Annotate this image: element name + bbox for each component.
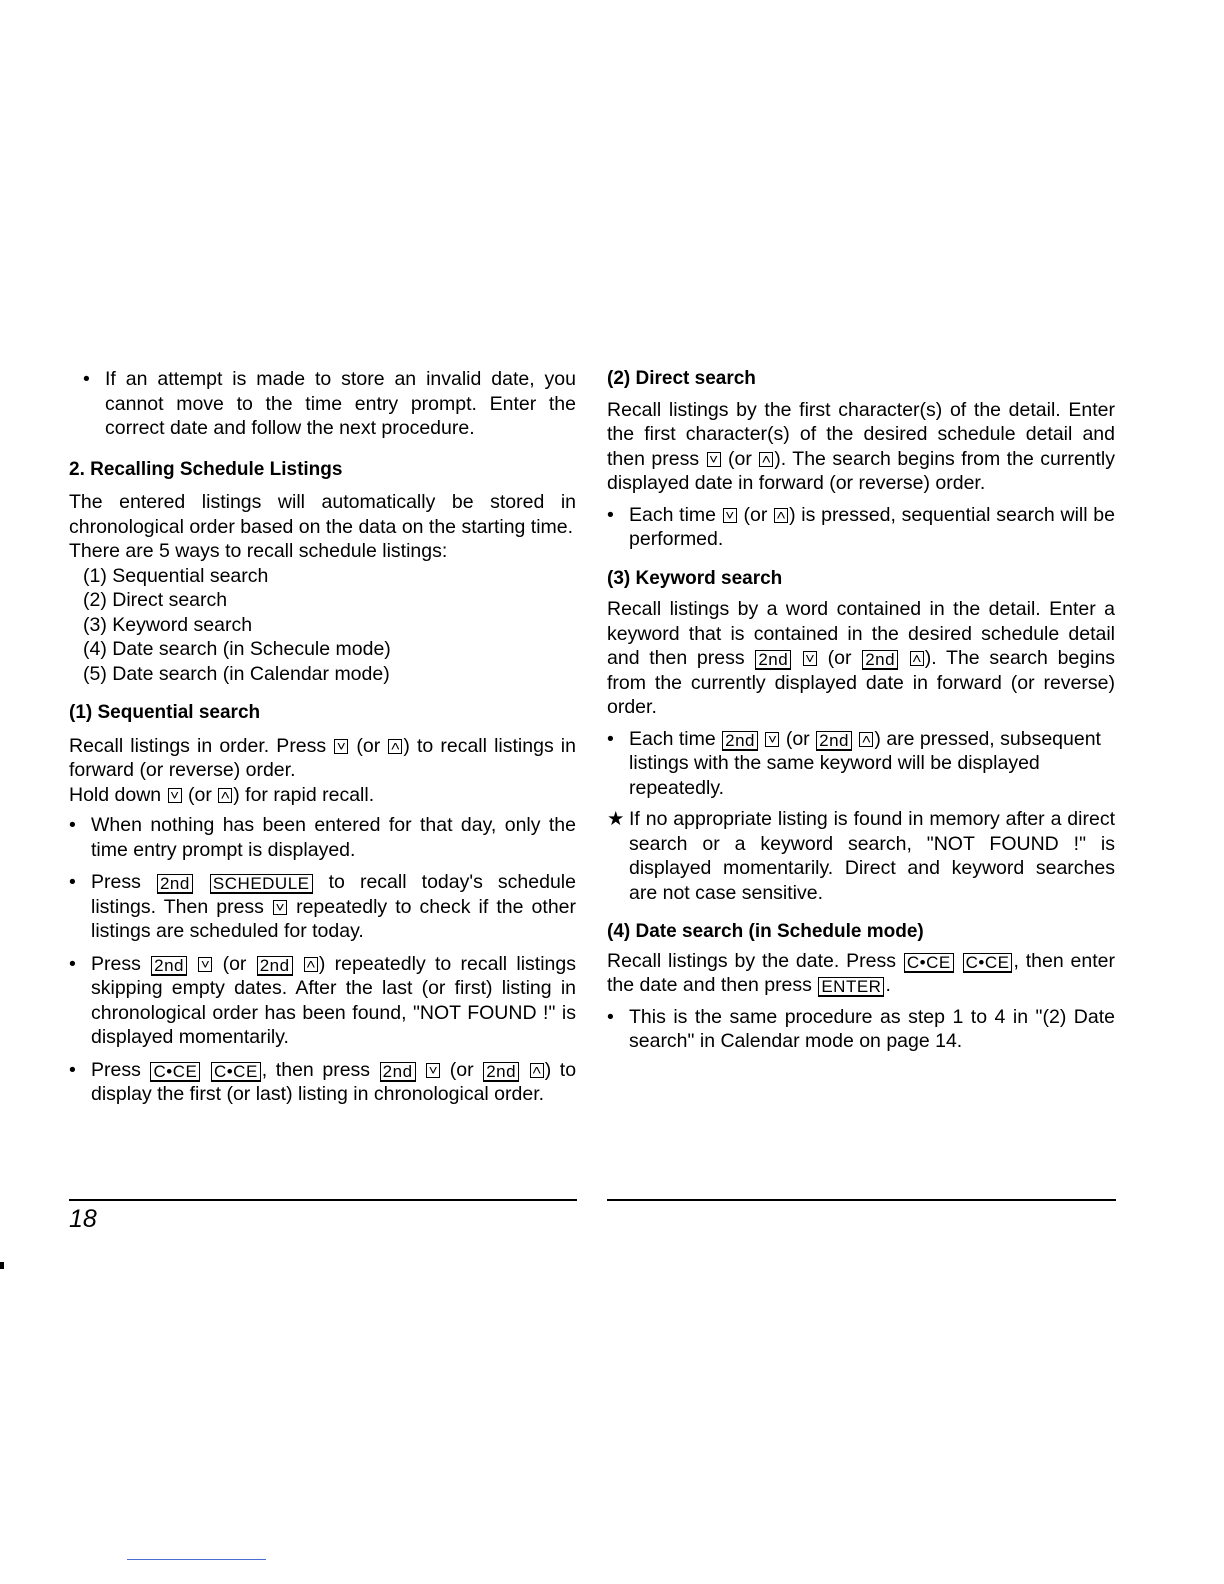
up-arrow-key-icon [910, 651, 924, 666]
down-arrow-key-icon [765, 732, 779, 747]
date-search-paragraph: Recall listings by the date. Press C•CE C•CE , then enter the date and then press ENTER . [607, 949, 1115, 996]
up-arrow-key-icon [774, 508, 788, 523]
bullet-dot: • [607, 503, 614, 526]
sequential-bullet-2: • Press 2nd SCHEDULE to recall today's schedule listings. Then press repeatedly to check if the other listings are scheduled for today. [69, 871, 576, 942]
down-arrow-key-icon [723, 508, 737, 523]
down-arrow-key-icon [168, 788, 182, 803]
up-arrow-key-icon [759, 452, 773, 467]
sequential-bullet-3: • Press 2nd (or 2nd ) repeatedly to recall listings skipping empty dates. After the last (or first) listing in chronological order has been found, "NOT FOUND !" is displayed momentarily. [69, 952, 576, 1048]
sequential-paragraph-2: Hold down (or ) for rapid recall. [69, 783, 375, 806]
way-item: (1) Sequential search [83, 564, 269, 587]
key-2nd: 2nd [755, 650, 791, 670]
down-arrow-key-icon [426, 1063, 440, 1078]
date-search-bullet: • This is the same procedure as step 1 to 4 in "(2) Date search" in Calendar mode on page 14. [607, 1005, 1115, 1052]
key-cce: C•CE [211, 1062, 261, 1082]
key-2nd: 2nd [816, 731, 852, 751]
key-2nd: 2nd [257, 956, 293, 976]
sequential-bullet-1: • When nothing has been entered for that day, only the time entry prompt is displayed. [69, 814, 576, 861]
bullet-dot: • [69, 952, 76, 975]
down-arrow-key-icon [198, 957, 212, 972]
key-2nd: 2nd [862, 650, 898, 670]
up-arrow-key-icon [388, 739, 402, 754]
down-arrow-key-icon [707, 452, 721, 467]
bullet-dot: • [69, 871, 76, 893]
edge-scan-mark [0, 1262, 4, 1269]
sequential-bullet-4: • Press C•CE C•CE , then press 2nd (or 2nd ) to display the first (or last) listing in chronological order. [69, 1058, 577, 1105]
key-cce: C•CE [904, 953, 954, 973]
way-item: (3) Keyword search [83, 613, 253, 636]
bullet-dot: • [69, 1058, 76, 1081]
left-column [69, 367, 576, 1107]
direct-bullet: • Each time (or ) is pressed, sequential search will be performed. [607, 503, 1116, 550]
down-arrow-key-icon [273, 900, 287, 915]
bullet-dot: • [607, 1005, 614, 1028]
up-arrow-key-icon [304, 957, 318, 972]
invalid-date-text: If an attempt is made to store an invalid date, you cannot move to the time entry prompt. Enter the correct date and follow the next procedure. [105, 368, 576, 439]
key-2nd: 2nd [157, 874, 193, 894]
keyword-paragraph: Recall listings by a word contained in the detail. Enter a keyword that is contained in the desired schedule detail and then press 2nd (or 2nd ). The search begins from the currently displayed date in forward (or reverse) order. [607, 598, 1116, 718]
down-arrow-key-icon [803, 651, 817, 666]
down-arrow-key-icon [334, 739, 348, 754]
footer-rule-left [69, 1199, 577, 1201]
up-arrow-key-icon [859, 732, 873, 747]
direct-paragraph: Recall listings by the first character(s) of the detail. Enter the first character(s) of the desired schedule detail and then press (or ). The search begins from the currently displayed date in forward (or reverse) order. [607, 398, 1116, 494]
right-column [607, 367, 1115, 1054]
heading-direct-search: (2) Direct search [607, 368, 756, 389]
heading-sequential-search: (1) Sequential search [69, 702, 261, 723]
bullet-dot: • [607, 727, 614, 750]
heading-date-search-schedule: (4) Date search (in Schedule mode) [607, 921, 924, 942]
section-intro-stored: The entered listings will automatically be stored in chronological order based on the data on the starting time. [69, 491, 576, 538]
up-arrow-key-icon [530, 1063, 544, 1078]
blue-underline-mark [127, 1559, 266, 1560]
invalid-date-bullet [69, 367, 576, 441]
heading-keyword-search: (3) Keyword search [607, 567, 783, 589]
up-arrow-key-icon [218, 788, 232, 803]
keyword-bullet: • Each time 2nd (or 2nd ) are pressed, subsequent listings with the same keyword will be displayed repeatedly. [607, 727, 1101, 799]
key-2nd: 2nd [151, 956, 187, 976]
bullet-dot: • [83, 368, 90, 390]
bullet-dot: • [69, 814, 76, 836]
key-2nd: 2nd [722, 731, 758, 751]
sequential-paragraph-1: Recall listings in order. Press (or ) to recall listings in forward (or reverse) order. [69, 734, 576, 781]
footer-rule-right [607, 1199, 1116, 1201]
key-cce: C•CE [150, 1062, 200, 1082]
way-item: (4) Date search (in Schecule mode) [83, 638, 391, 660]
key-2nd: 2nd [380, 1062, 416, 1082]
key-2nd: 2nd [483, 1062, 519, 1082]
section-heading-recalling: 2. Recalling Schedule Listings [69, 458, 343, 480]
key-schedule: SCHEDULE [210, 874, 313, 894]
not-found-note: ★ If no appropriate listing is found in memory after a direct search or a keyword search, "NOT FOUND !" is displayed momentarily. Direct and keyword searches are not case sensitive. [607, 808, 1115, 904]
page-number: 18 [69, 1205, 97, 1233]
way-item: (2) Direct search [83, 589, 228, 611]
star-icon: ★ [607, 808, 625, 830]
section-intro-ways: There are 5 ways to recall schedule listings: [69, 540, 448, 562]
way-item: (5) Date search (in Calendar mode) [83, 662, 390, 685]
key-enter: ENTER [818, 977, 884, 997]
key-cce: C•CE [963, 953, 1013, 973]
